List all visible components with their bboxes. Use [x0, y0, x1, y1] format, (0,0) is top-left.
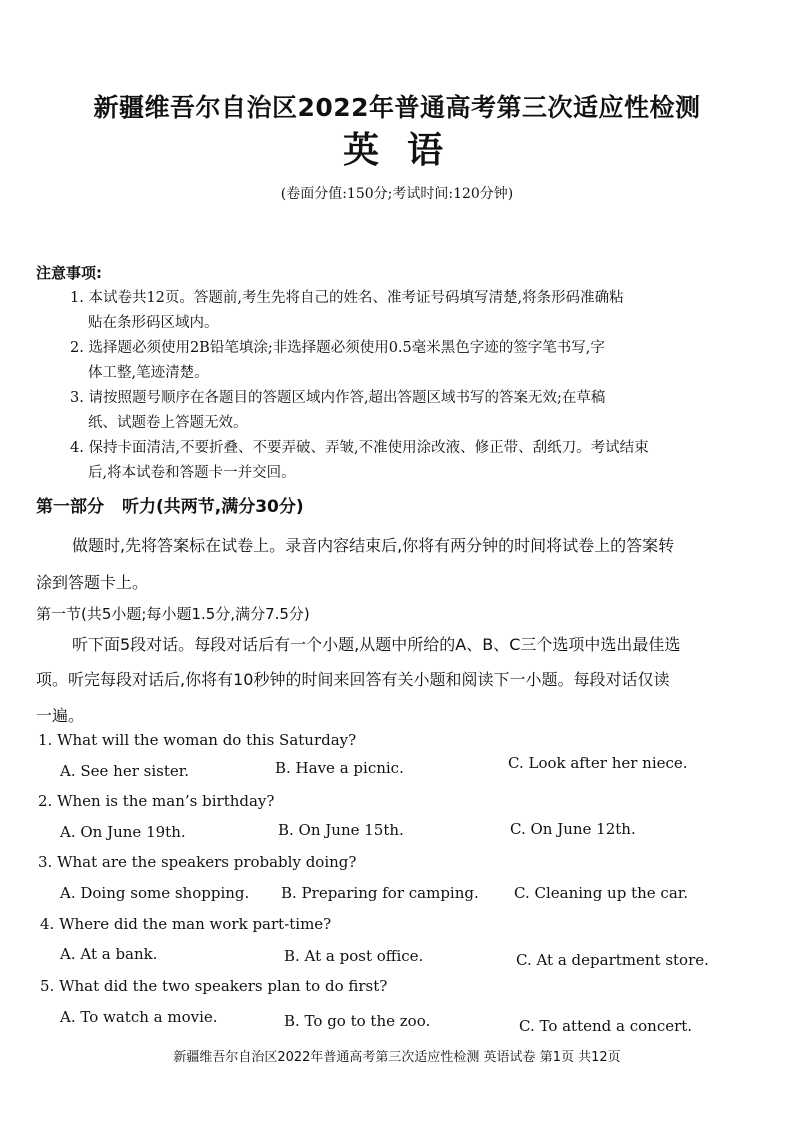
- notice-item-2-line1: 2. 选择题必须使用2B铅笔填涂;非选择题必须使用0.5毫米黑色字迹的签字笔书写,字: [70, 340, 605, 356]
- question-4-option-a: A. At a bank.: [60, 945, 158, 963]
- question-5-option-b: B. To go to the zoo.: [284, 1012, 431, 1030]
- notice-item-4-line2: 后,将本试卷和答题卡一并交回。: [88, 465, 296, 481]
- question-5: 5. What did the two speakers plan to do first?: [40, 977, 388, 995]
- notice-item-2-line2: 体工整,笔迹清楚。: [88, 365, 209, 381]
- part1-heading: [36, 492, 304, 517]
- question-3-option-c: C. Cleaning up the car.: [514, 884, 689, 902]
- part1-intro-line2: 涂到答题卡上。: [36, 573, 149, 592]
- question-4-option-c: C. At a department store.: [516, 951, 709, 969]
- question-1-option-a: A. See her sister.: [60, 762, 190, 780]
- notice-item-3-line2: 纸、试题卷上答题无效。: [88, 415, 248, 431]
- notice-item-4-line1: 4. 保持卡面清洁,不要折叠、不要弄破、弄皱,不准使用涂改液、修正带、刮纸刀。考试结束: [70, 440, 649, 456]
- question-2-option-a: A. On June 19th.: [60, 823, 186, 841]
- exam-meta: (卷面分值:150分;考试时间:120分钟): [280, 186, 514, 202]
- notice-item-1-line1: 1. 本试卷共12页。答题前,考生先将自己的姓名、准考证号码填写清楚,将条形码准确粘: [70, 290, 624, 306]
- question-4-option-b: B. At a post office.: [284, 947, 424, 965]
- question-4: 4. Where did the man work part-time?: [40, 915, 332, 933]
- exam-title: 新疆维吾尔自治区2022年普通高考第三次适应性检测: [93, 93, 701, 122]
- part1-subtitle: 听力(共两节,满分30分): [122, 497, 304, 517]
- question-1-option-c: C. Look after her niece.: [508, 754, 688, 772]
- question-3: 3. What are the speakers probably doing?: [38, 853, 357, 871]
- question-5-option-a: A. To watch a movie.: [60, 1008, 218, 1026]
- part1-intro-line1: 做题时,先将答案标在试卷上。录音内容结束后,你将有两分钟的时间将试卷上的答案转: [72, 536, 675, 555]
- section1-line2: 项。听完每段对话后,你将有10秒钟的时间来回答有关小题和阅读下一小题。每段对话仅读: [36, 670, 670, 689]
- question-2-option-c: C. On June 12th.: [510, 820, 636, 838]
- notice-item-3-line1: 3. 请按照题号顺序在各题目的答题区域内作答,超出答题区域书写的答案无效;在草稿: [70, 390, 606, 406]
- subject-title: 英语: [342, 130, 471, 171]
- question-3-option-b: B. Preparing for camping.: [281, 884, 479, 902]
- question-3-option-a: A. Doing some shopping.: [60, 884, 250, 902]
- question-1-option-b: B. Have a picnic.: [275, 759, 404, 777]
- section1-heading: 第一节(共5小题;每小题1.5分,满分7.5分): [36, 605, 310, 623]
- section1-line1: 听下面5段对话。每段对话后有一个小题,从题中所给的A、B、C三个选项中选出最佳选: [72, 635, 681, 654]
- page-footer: 新疆维吾尔自治区2022年普通高考第三次适应性检测 英语试卷 第1页 共12页: [173, 1050, 621, 1065]
- notice-item-1-line2: 贴在条形码区域内。: [88, 315, 219, 331]
- part1-title: 第一部分: [36, 497, 104, 517]
- section1-line3: 一遍。: [36, 706, 85, 725]
- question-2: 2. When is the man’s birthday?: [38, 792, 275, 810]
- question-5-option-c: C. To attend a concert.: [519, 1017, 693, 1035]
- question-1: 1. What will the woman do this Saturday?: [38, 731, 357, 749]
- notice-heading: 注意事项:: [36, 264, 102, 282]
- question-2-option-b: B. On June 15th.: [278, 821, 404, 839]
